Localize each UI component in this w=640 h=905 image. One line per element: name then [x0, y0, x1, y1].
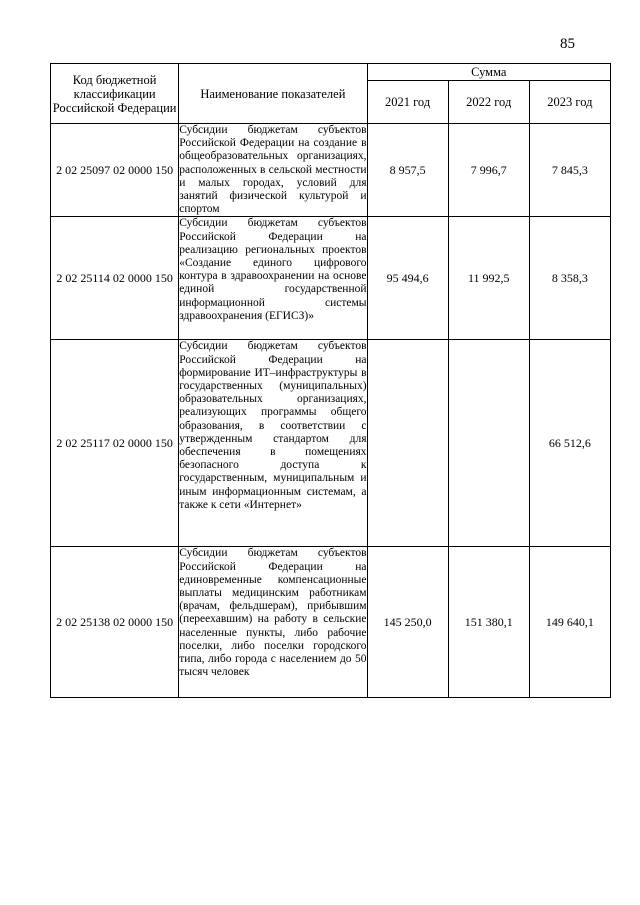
row-value-2022: 11 992,5	[448, 217, 529, 340]
table-row	[51, 124, 611, 217]
header-year-2021: 2021 год	[367, 81, 448, 124]
row-code: 2 02 25117 02 0000 150	[51, 340, 179, 547]
row-code: 2 02 25114 02 0000 150	[51, 217, 179, 340]
table-row	[51, 217, 611, 340]
row-value-2021: 8 957,5	[367, 124, 448, 217]
row-name: Субсидии бюджетам субъектов Российской Федерации на формирование ИТ–инфраструктуры в государственных (муниципальных) образовательных организациях, реализующих программы общего образования, в соответствии с утвержденным стандартом для обеспечения в помещениях безопасного доступа к государственным, муниципальным и иным информационным системам, а также к сети «Интернет»	[179, 340, 367, 547]
row-value-2021: 145 250,0	[367, 547, 448, 698]
budget-table	[50, 63, 611, 698]
row-value-2023: 149 640,1	[529, 547, 610, 698]
row-value-2023: 8 358,3	[529, 217, 610, 340]
header-sum: Сумма	[367, 64, 610, 81]
row-value-2022	[448, 340, 529, 547]
page-number: 85	[560, 36, 575, 52]
row-value-2021: 95 494,6	[367, 217, 448, 340]
row-value-2021	[367, 340, 448, 547]
row-value-2022: 7 996,7	[448, 124, 529, 217]
row-value-2022: 151 380,1	[448, 547, 529, 698]
row-name: Субсидии бюджетам субъектов Российской Федерации на создание в общеобразовательных организациях, расположенных в сельской местности и малых городах, условий для занятий физической культурой и спортом	[179, 124, 367, 216]
table-row	[51, 340, 611, 547]
header-name: Наименование показателей	[179, 64, 367, 124]
header-code: Код бюджетной классификации Российской Федерации	[51, 64, 179, 124]
table-row	[51, 547, 611, 698]
header-year-2022: 2022 год	[448, 81, 529, 124]
row-code: 2 02 25097 02 0000 150	[51, 124, 179, 217]
row-name: Субсидии бюджетам субъектов Российской Федерации на реализацию региональных проектов «Создание единого цифрового контура в здравоохранении на основе единой государственной информационной системы здравоохранения (ЕГИСЗ)»	[179, 217, 367, 340]
row-value-2023: 66 512,6	[529, 340, 610, 547]
row-name: Субсидии бюджетам субъектов Российской Федерации на единовременные компенсационные выплаты медицинским работникам (врачам, фельдшерам), прибывшим (переехавшим) на работу в сельские населенные пункты, либо рабочие поселки, либо поселки городского типа, либо города с населением до 50 тысяч человек	[179, 547, 367, 698]
header-year-2023: 2023 год	[529, 81, 610, 124]
row-code: 2 02 25138 02 0000 150	[51, 547, 179, 698]
row-value-2023: 7 845,3	[529, 124, 610, 217]
